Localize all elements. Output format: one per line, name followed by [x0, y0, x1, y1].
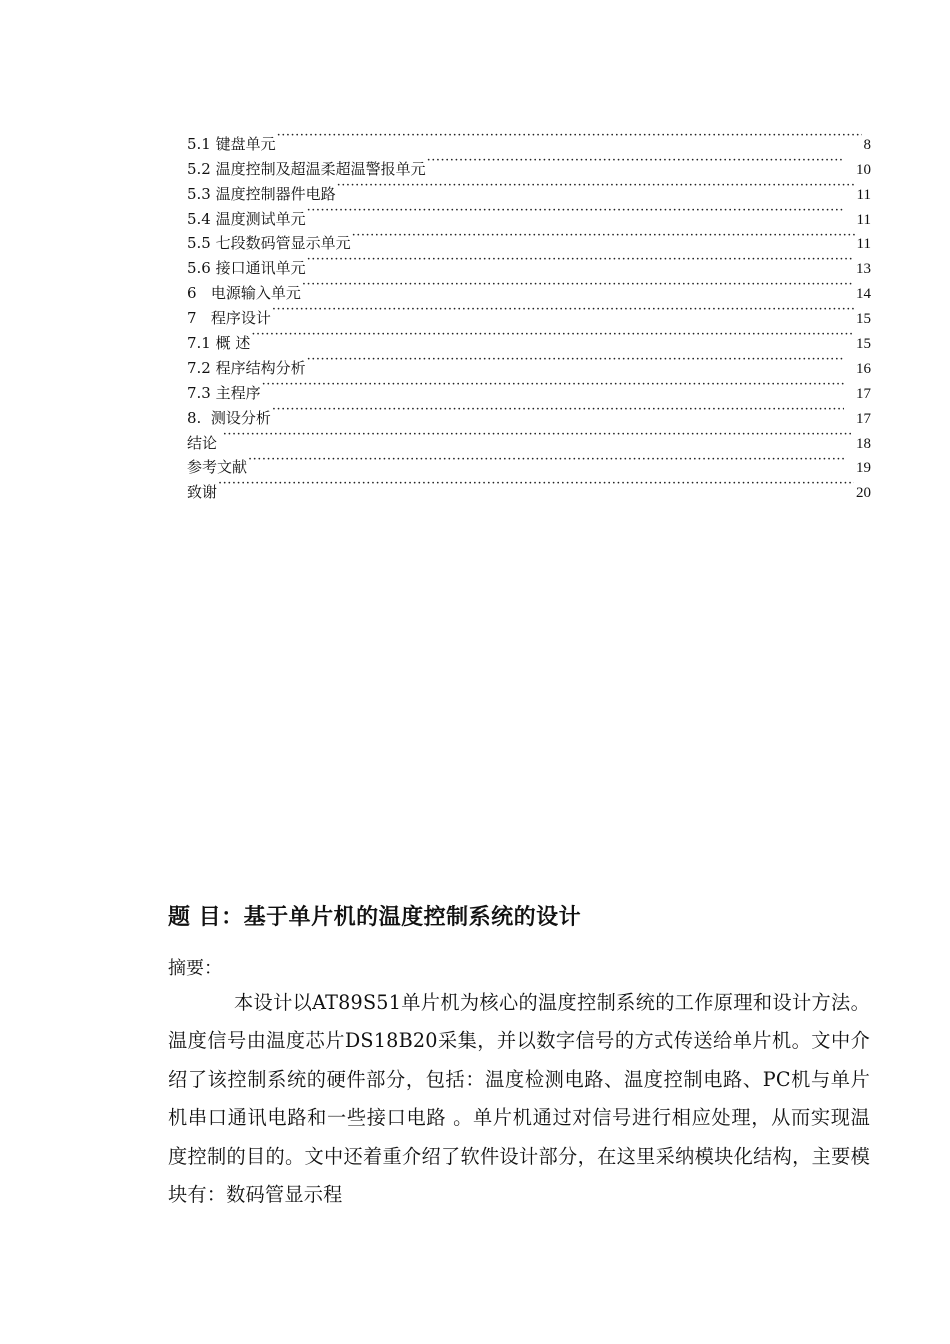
toc-entry-label: 5.1 键盘单元 [187, 134, 276, 153]
toc-entry-page: 16 [856, 360, 871, 377]
toc-entry-label: 5.5 七段数码管显示单元 [187, 234, 351, 253]
toc-entry-page: 18 [856, 435, 871, 452]
toc-entry [187, 298, 871, 328]
toc-entry-page: 11 [856, 211, 871, 228]
toc-entry-label: 致谢 [187, 483, 218, 502]
document-title: 题 目：基于单片机的温度控制系统的设计 [168, 905, 582, 930]
toc-dot-leader [218, 472, 854, 497]
toc-dot-leader [262, 373, 844, 398]
toc-dot-leader [223, 423, 854, 448]
toc-entry-label: 5.2 温度控制及超温柔超温警报单元 [187, 159, 426, 178]
toc-entry-label: 7.2 程序结构分析 [187, 358, 306, 377]
toc-dot-leader [307, 199, 845, 224]
toc-entry [187, 373, 871, 402]
toc-entry [187, 398, 871, 427]
toc-entry-page: 17 [856, 385, 871, 402]
abstract-label: 摘要： [168, 958, 222, 979]
toc-dot-leader [302, 273, 854, 298]
toc-entry-label: 6 电源输入单元 [187, 284, 301, 303]
toc-entry-label: 结论 [187, 433, 222, 452]
toc-entry-label: 7 程序设计 [187, 309, 271, 328]
toc-entry [187, 124, 871, 153]
toc-entry-label: 8. 测设分析 [187, 408, 271, 427]
toc-entry [187, 423, 871, 452]
toc-dot-leader [427, 149, 844, 174]
toc-entry-label: 参考文献 [187, 458, 248, 477]
abstract-body: 本设计以AT89S51单片机为核心的温度控制系统的工作原理和设计方法。温度信号由温度芯片DS18B20采集，并以数字信号的方式传送给单片机。文中介绍了该控制系统的硬件部分，包括：温度检测电路、温度控制电路、PC机与单片机串口通讯电路和一些接口电路 。单片机通过对信号进行相应处理，从而实现温度控制的目的。文中还着重介绍了软件设计部分，在这里采纳模块化结构，主要模块有：数码管显示程 [168, 991, 870, 1207]
toc-entry-page: 10 [856, 161, 871, 178]
toc-entry-page: 13 [856, 261, 871, 278]
toc-dot-leader [277, 124, 862, 149]
toc-dot-leader [307, 248, 854, 273]
toc-entry [187, 149, 871, 178]
toc-entry [187, 348, 871, 377]
toc-entry-label: 5.3 温度控制器件电路 [187, 184, 336, 203]
toc-dot-leader [248, 448, 844, 473]
toc-dot-leader [352, 224, 855, 249]
toc-entry [187, 323, 871, 353]
toc-entry-page: 11 [856, 186, 871, 203]
toc-dot-leader [272, 398, 844, 423]
table-of-contents [187, 124, 871, 502]
toc-entry-page: 15 [856, 311, 871, 328]
toc-entry [187, 448, 871, 477]
toc-dot-leader [337, 174, 855, 199]
toc-entry-page: 19 [856, 460, 871, 477]
toc-dot-leader [307, 348, 844, 373]
toc-entry-page: 8 [863, 136, 871, 153]
toc-entry-page: 20 [856, 485, 871, 502]
toc-entry-page: 14 [856, 286, 871, 303]
toc-entry-label: 7.3 主程序 [187, 383, 261, 402]
toc-entry-page: 17 [856, 410, 871, 427]
toc-entry [187, 472, 871, 502]
toc-dot-leader [251, 323, 854, 348]
toc-entry-label: 7.1 概 述 [187, 334, 251, 353]
toc-entry-label: 5.4 温度测试单元 [187, 209, 306, 228]
toc-entry-page: 11 [856, 236, 871, 253]
toc-entry-label: 5.6 接口通讯单元 [187, 259, 306, 278]
toc-dot-leader [272, 298, 854, 323]
toc-entry-page: 15 [856, 336, 871, 353]
